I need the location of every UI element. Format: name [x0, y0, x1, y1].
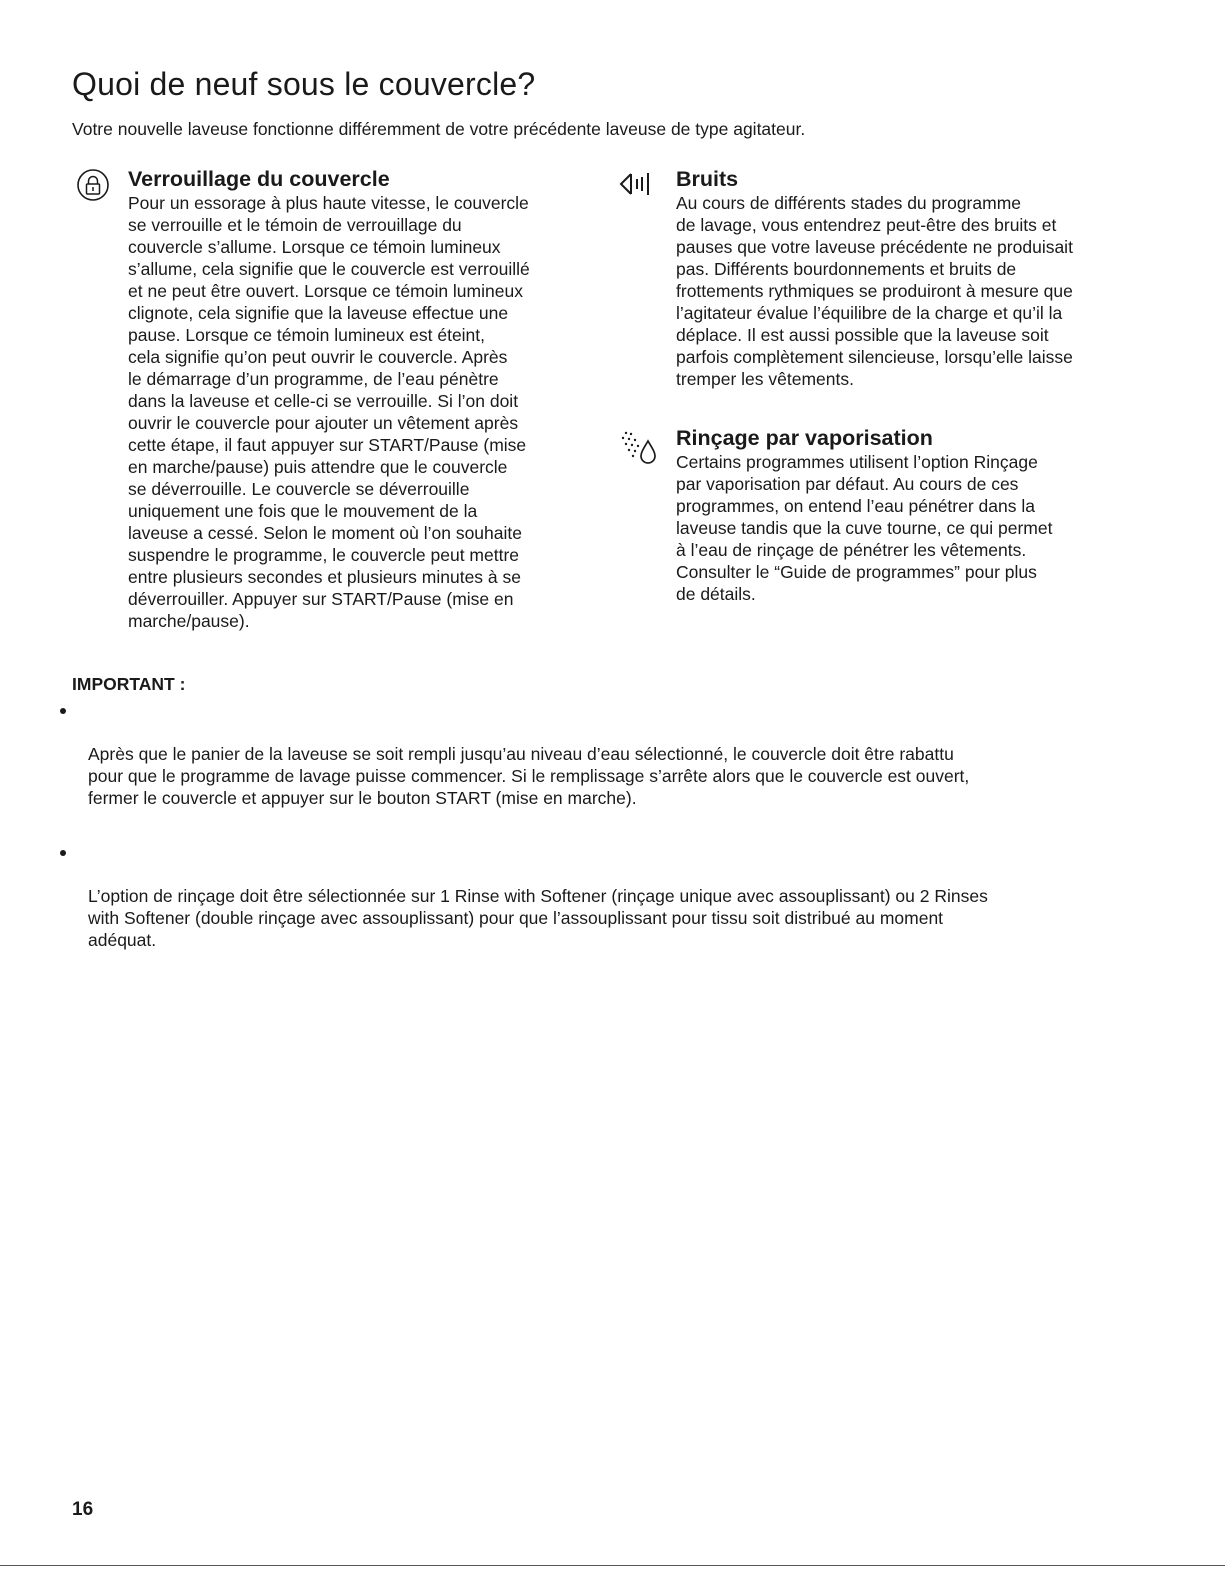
- page-number: 16: [72, 1499, 94, 1520]
- important-title: IMPORTANT :: [72, 674, 186, 694]
- section-title: Verrouillage du couvercle: [128, 167, 390, 191]
- section-body: Pour un essorage à plus haute vitesse, le couvercle se verrouille et le témoin de verrouillage du couvercle s’allume. Lorsque ce témoin lumineux s’allume, cela signifie que le couvercle est verrouillé et ne peut être ouvert. Lorsque ce témoin lumineux clignote, cela signifie que la laveuse effectue une pause. Lorsque ce témoin lumineux est éteint, cela signifie qu’on peut ouvrir le couvercle. Après le démarrage d’un programme, de l’eau pénètre dans la laveuse et celle-ci se verrouille. Si l’on doit ouvrir le couvercle pour ajouter un vêtement après cette étape, il faut appuyer sur START/Pause (mise en marche/pause) puis attendre que le couvercle se déverrouille. Le couvercle se déverrouille uniquement une fois que le mouvement de la laveuse a cessé. Selon le moment où l’on souhaite suspendre le programme, le couvercle peut mettre entre plusieurs secondes et plusieurs minutes à se déverrouiller. Appuyer sur START/Pause (mise en marche/pause).: [128, 193, 530, 631]
- section-title: Rinçage par vaporisation: [676, 426, 933, 450]
- list-item: [72, 841, 1152, 973]
- list-item-text: Après que le panier de la laveuse se soit rempli jusqu’au niveau d’eau sélectionné, le couvercle doit être rabattu pour que le programme de lavage puisse commencer. Si le remplissage s’arrête alors que le couvercle est ouvert, fermer le couvercle et appuyer sur le bouton START (mise en marche).: [88, 744, 970, 808]
- list-item: [72, 699, 1152, 831]
- bullet-icon: [60, 850, 66, 856]
- list-item-text: L’option de rinçage doit être sélectionnée sur 1 Rinse with Softener (rinçage unique avec assouplissant) ou 2 Rinses with Softener (double rinçage avec assouplissant) pour que l’assouplissant pour tissu soit distribué au moment adéquat.: [88, 886, 988, 950]
- section-title: Bruits: [676, 167, 739, 191]
- section-body: Certains programmes utilisent l’option Rinçage par vaporisation par défaut. Au cours de ces programmes, on entend l’eau pénétrer dans la laveuse tandis que la cuve tourne, ce qui permet à l’eau de rinçage de pénétrer les vêtements. Consulter le “Guide de programmes” pour plus de détails.: [676, 452, 1053, 604]
- lid-lock-icon: [76, 168, 110, 207]
- spray-rinse-icon: [618, 429, 660, 474]
- page-title: Quoi de neuf sous le couvercle?: [72, 66, 536, 102]
- important-notes: [72, 673, 1152, 983]
- sound-icon: [618, 170, 658, 203]
- intro-text: Votre nouvelle laveuse fonctionne différemment de votre précédente laveuse de type agitateur.: [72, 119, 806, 139]
- section-body: Au cours de différents stades du programme de lavage, vous entendrez peut-être des bruits et pauses que votre laveuse précédente ne produisait pas. Différents bourdonnements et bruits de frottements rythmiques se produiront à mesure que l’agitateur évalue l’équilibre de la charge et qu’il la déplace. Il est aussi possible que la laveuse soit parfois complètement silencieuse, lorsqu’elle laisse tremper les vêtements.: [676, 193, 1073, 389]
- bottom-divider: [0, 1565, 1225, 1566]
- important-list: [72, 699, 1152, 973]
- bullet-icon: [60, 708, 66, 714]
